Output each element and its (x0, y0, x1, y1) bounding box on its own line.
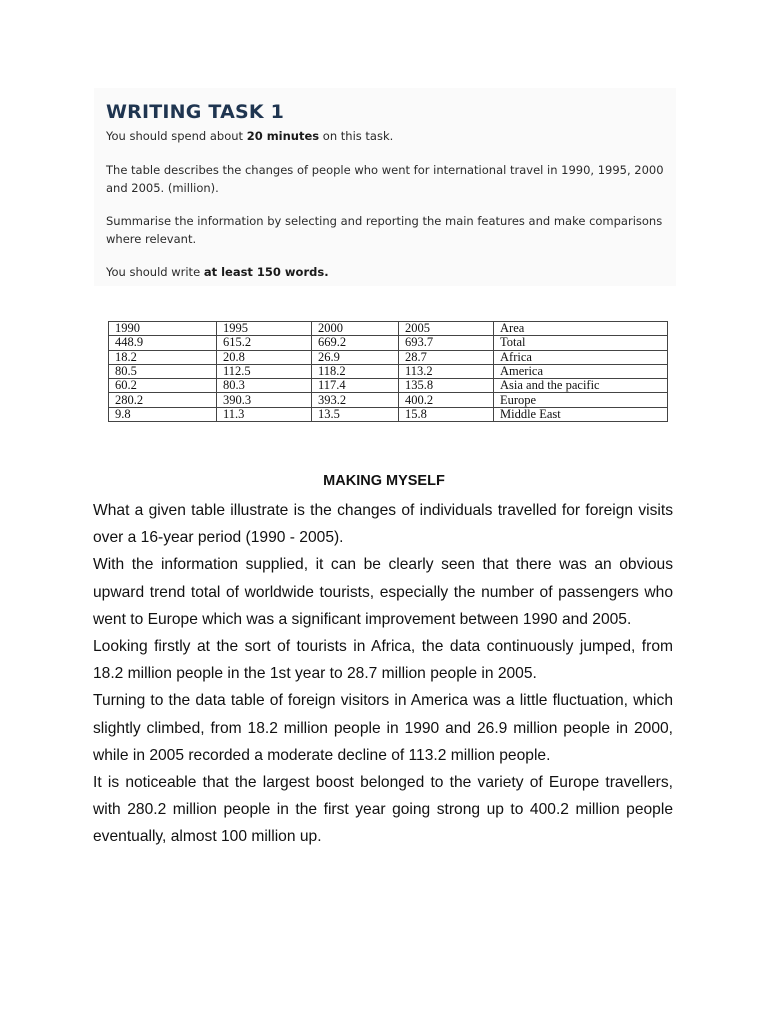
table-cell: 11.3 (217, 407, 312, 421)
table-row (109, 350, 668, 364)
table-cell: 13.5 (312, 407, 399, 421)
table-cell: 615.2 (217, 336, 312, 350)
task-word-count-pre: You should write (106, 265, 204, 279)
table-header-cell: 1990 (109, 322, 217, 336)
table-cell: 80.3 (217, 379, 312, 393)
task-description: The table describes the changes of people who went for international travel in 1990, 1995, 2000 and 2005. (million). (106, 163, 664, 195)
table-cell: 20.8 (217, 350, 312, 364)
essay-paragraph: With the information supplied, it can be clearly seen that there was an obvious upward trend total of worldwide tourists, especially the number of passengers who went to Europe which was a significant improvement between 1990 and 2005. (93, 556, 673, 628)
table-row (109, 364, 668, 378)
table-cell: 117.4 (312, 379, 399, 393)
table-row (109, 336, 668, 350)
table-cell: Asia and the pacific (494, 379, 668, 393)
table-cell: Africa (494, 350, 668, 364)
essay-paragraph: Turning to the data table of foreign visitors in America was a little fluctuation, which slightly climbed, from 18.2 million people in 1990 and 26.9 million people in 2000, while in 2005 recorded a moderate decline of 113.2 million people. (93, 692, 673, 764)
essay-title: MAKING MYSELF (323, 473, 445, 489)
table-cell: 280.2 (109, 393, 217, 407)
table-header-cell: Area (494, 322, 668, 336)
travel-data-table (108, 321, 668, 422)
table-cell: 9.8 (109, 407, 217, 421)
table-cell: 15.8 (399, 407, 494, 421)
task-instruction: Summarise the information by selecting and reporting the main features and make comparisons where relevant. (106, 214, 663, 246)
table-cell: 18.2 (109, 350, 217, 364)
task-title: WRITING TASK 1 (106, 101, 285, 123)
essay-paragraph: Looking firstly at the sort of tourists in Africa, the data continuously jumped, from 18.2 million people in the 1st year to 28.7 million people in 2005. (93, 638, 673, 683)
task-time-post: on this task. (319, 129, 394, 143)
task-time-bold: 20 minutes (246, 129, 320, 143)
table-cell: 60.2 (109, 379, 217, 393)
table-cell: America (494, 364, 668, 378)
table-row (109, 393, 668, 407)
table-cell: Europe (494, 393, 668, 407)
table-header-cell: 1995 (217, 322, 312, 336)
task-word-count-bold: at least 150 words. (203, 265, 329, 279)
table-cell: 448.9 (109, 336, 217, 350)
table-cell: 26.9 (312, 350, 399, 364)
table-cell: 113.2 (399, 364, 494, 378)
table-cell: 135.8 (399, 379, 494, 393)
essay-body (93, 497, 673, 851)
essay-paragraph: What a given table illustrate is the changes of individuals travelled for foreign visits over a 16-year period (1990 - 2005). (93, 502, 673, 547)
table-row (109, 379, 668, 393)
table-cell: 390.3 (217, 393, 312, 407)
table-cell: Total (494, 336, 668, 350)
table-row (109, 407, 668, 421)
table-cell: 118.2 (312, 364, 399, 378)
table-cell: 669.2 (312, 336, 399, 350)
table-cell: Middle East (494, 407, 668, 421)
table-cell: 393.2 (312, 393, 399, 407)
table-header-row (109, 322, 668, 336)
task-time-pre: You should spend about (106, 129, 247, 143)
table-cell: 112.5 (217, 364, 312, 378)
table-cell: 693.7 (399, 336, 494, 350)
table-cell: 80.5 (109, 364, 217, 378)
table-header-cell: 2000 (312, 322, 399, 336)
essay-paragraph: It is noticeable that the largest boost belonged to the variety of Europe travellers, with 280.2 million people in the first year going strong up to 400.2 million people eventually, almost 100 million up. (93, 774, 673, 846)
task-time-line (106, 127, 676, 145)
task-word-count (106, 263, 676, 281)
table-header-cell: 2005 (399, 322, 494, 336)
table-cell: 28.7 (399, 350, 494, 364)
table-cell: 400.2 (399, 393, 494, 407)
